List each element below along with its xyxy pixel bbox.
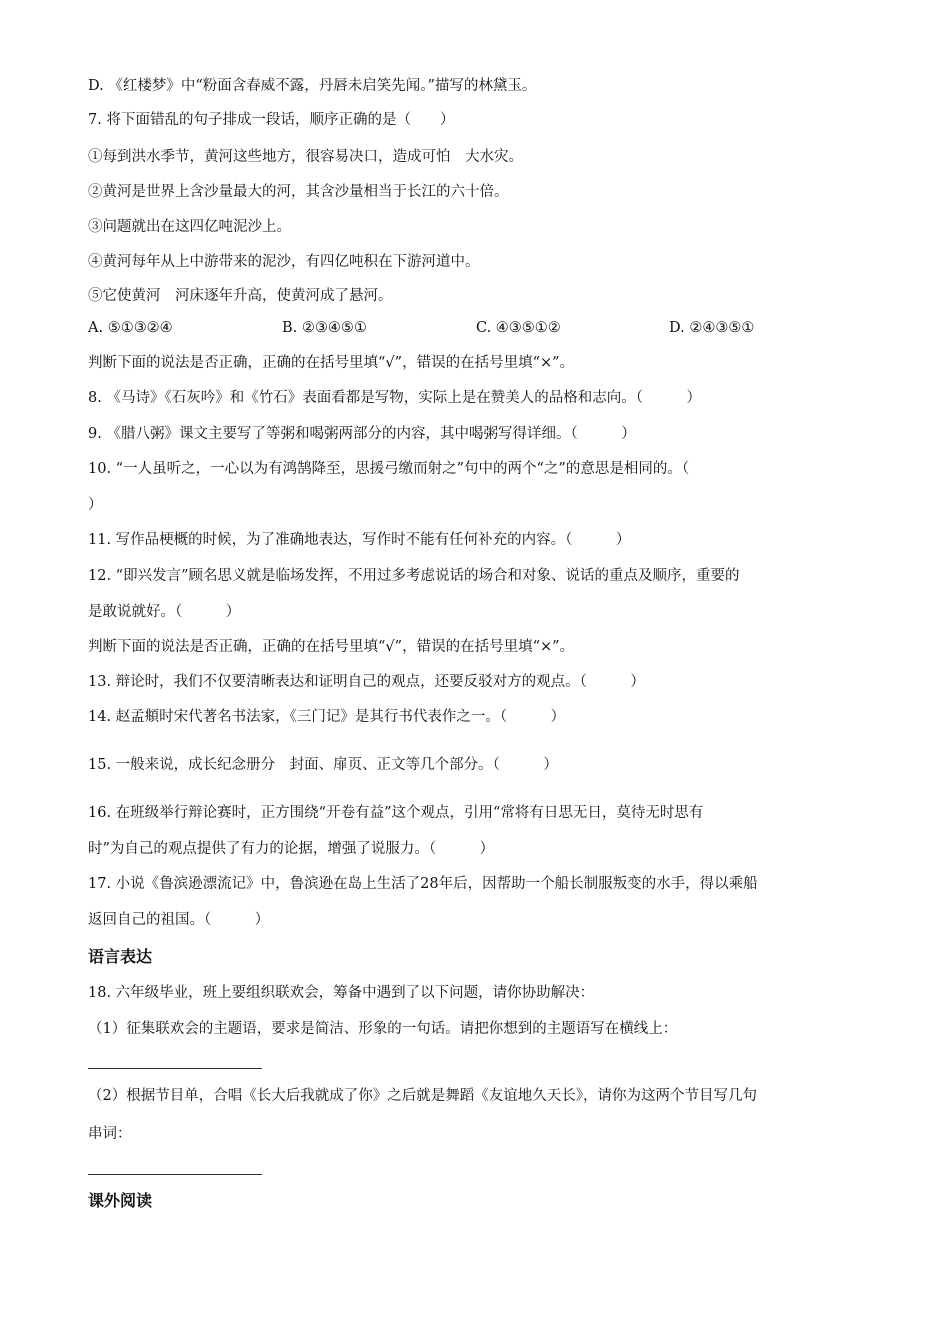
question-10-line-2: ） xyxy=(88,497,103,513)
question-17-line-1: 17. 小说《鲁滨逊漂流记》中，鲁滨逊在岛上生活了28年后，因帮助一个船长制服叛变的水手，得以乘船 xyxy=(88,876,758,892)
question-7-stem: 7. 将下面错乱的句子排成一段话，顺序正确的是（ ） xyxy=(88,112,455,128)
question-7-sentence-3: ③问题就出在这四亿吨泥沙上。 xyxy=(88,219,291,235)
question-18-stem: 18. 六年级毕业，班上要组织联欢会，筹备中遇到了以下问题，请你协助解决： xyxy=(88,985,595,1001)
answer-line-2[interactable] xyxy=(88,1174,262,1175)
question-15: 15. 一般来说，成长纪念册分 封面、扉页、正文等几个部分。（ ） xyxy=(88,757,558,773)
question-14: 14. 赵孟頫时宋代著名书法家，《三门记》是其行书代表作之一。（ ） xyxy=(88,709,566,725)
question-12-line-1: 12. “即兴发言”顾名思义就是临场发挥，不用过多考虑说话的场合和对象、说话的重点及顺序，重要的 xyxy=(88,568,740,584)
question-16-line-1: 16. 在班级举行辩论赛时，正方围绕“开卷有益”这个观点，引用“常将有日思无日，莫待无时思有 xyxy=(88,805,704,821)
section-heading-language: 语言表达 xyxy=(88,947,153,966)
question-8: 8. 《马诗》《石灰吟》和《竹石》表面看都是写物，实际上是在赞美人的品格和志向。（ ） xyxy=(88,390,701,406)
question-7-sentence-1: ①每到洪水季节，黄河这些地方，很容易决口，造成可怕 大水灾。 xyxy=(88,149,523,165)
judge-instruction-2: 判断下面的说法是否正确，正确的在括号里填“√”，错误的在括号里填“×”。 xyxy=(88,639,575,655)
question-13: 13. 辩论时，我们不仅要清晰表达和证明自己的观点，还要反驳对方的观点。（ ） xyxy=(88,674,645,690)
option-d[interactable]: D. ②④③⑤① xyxy=(669,320,755,336)
question-7-sentence-2: ②黄河是世界上含沙量最大的河，其含沙量相当于长江的六十倍。 xyxy=(88,184,509,200)
question-18-part-2-line-1: （2）根据节目单，合唱《长大后我就成了你》之后就是舞蹈《友谊地久天长》，请你为这两个节目写几句 xyxy=(88,1088,757,1104)
option-a[interactable]: A. ⑤①③②④ xyxy=(88,320,173,336)
question-7-sentence-4: ④黄河每年从上中游带来的泥沙，有四亿吨积在下游河道中。 xyxy=(88,254,480,270)
answer-line-1[interactable] xyxy=(88,1068,262,1069)
question-9: 9. 《腊八粥》课文主要写了等粥和喝粥两部分的内容，其中喝粥写得详细。（ ） xyxy=(88,426,636,442)
option-c[interactable]: C. ④③⑤①② xyxy=(476,320,561,336)
question-18-part-2-line-2: 串词： xyxy=(88,1126,132,1142)
question-17-line-2: 返回自己的祖国。（ ） xyxy=(88,912,270,928)
judge-instruction: 判断下面的说法是否正确，正确的在括号里填“√”，错误的在括号里填“×”。 xyxy=(88,355,575,371)
section-heading-reading: 课外阅读 xyxy=(88,1191,153,1210)
question-7-sentence-5: ⑤它使黄河 河床逐年升高，使黄河成了悬河。 xyxy=(88,288,393,304)
option-b[interactable]: B. ②③④⑤① xyxy=(282,320,367,336)
question-7-options xyxy=(88,318,888,338)
question-10-line-1: 10. “一人虽听之，一心以为有鸿鹄降至，思援弓缴而射之”句中的两个“之”的意思是相同的。（ xyxy=(88,461,690,477)
question-11: 11. 写作品梗概的时候，为了准确地表达，写作时不能有任何补充的内容。（ ） xyxy=(88,532,631,548)
question-6-option-d: D. 《红楼梦》中“粉面含春威不露，丹唇未启笑先闻。”描写的林黛玉。 xyxy=(88,78,537,94)
question-12-line-2: 是敢说就好。（ ） xyxy=(88,604,241,620)
question-16-line-2: 时”为自己的观点提供了有力的论据，增强了说服力。（ ） xyxy=(88,841,495,857)
question-18-part-1: （1）征集联欢会的主题语，要求是简洁、形象的一句话。请把你想到的主题语写在横线上： xyxy=(88,1021,678,1037)
